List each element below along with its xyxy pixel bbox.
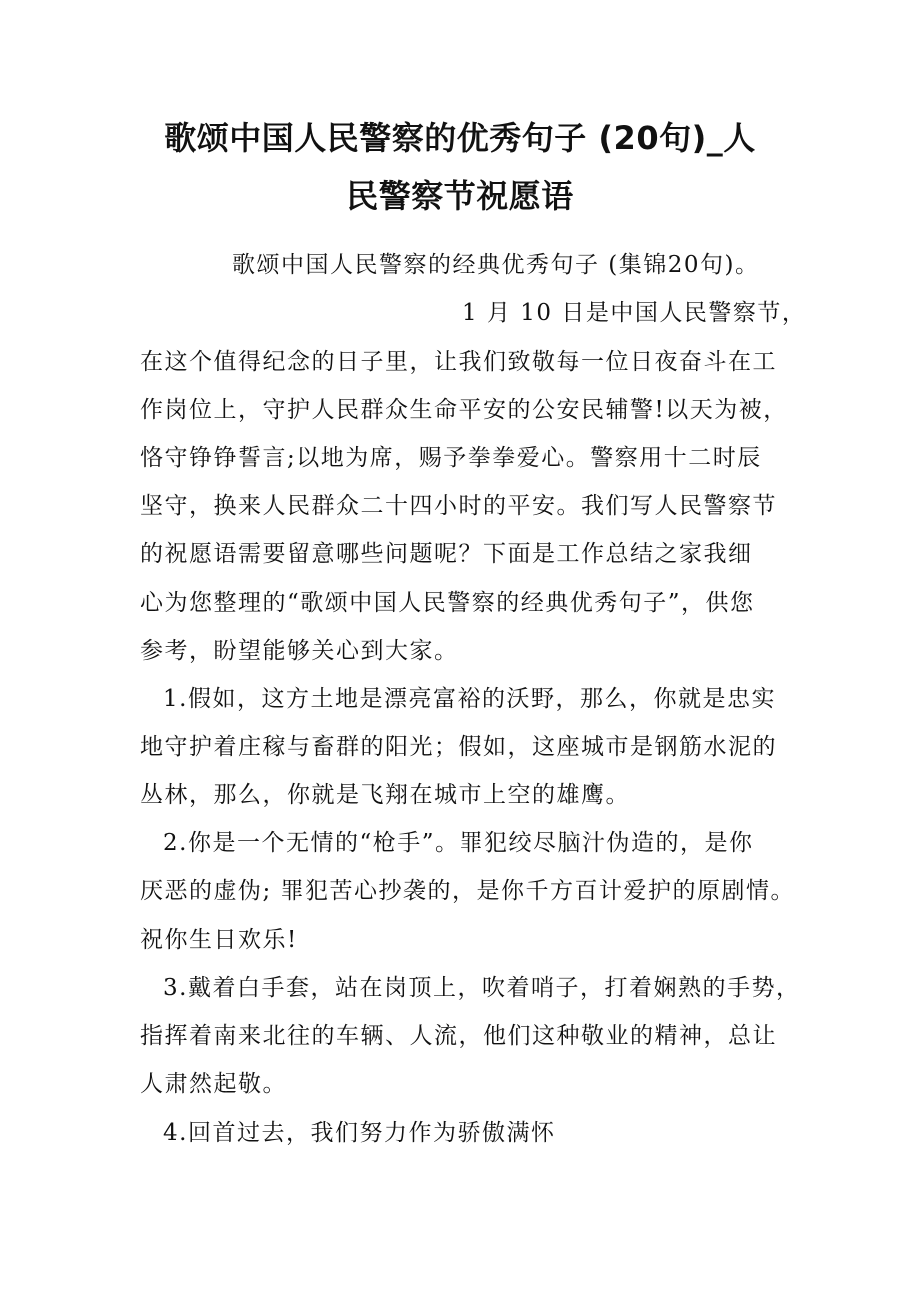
document-title-line-1: 歌颂中国人民警察的优秀句子 (20句)_人 — [164, 119, 756, 157]
intro-paragraph-line: 坚守，换来人民群众二十四小时的平安。我们写人民警察节 — [140, 493, 777, 519]
intro-paragraph-line: 参考，盼望能够关心到大家。 — [140, 638, 459, 664]
intro-paragraph-line: 的祝愿语需要留意哪些问题呢？下面是工作总结之家我细 — [140, 541, 753, 567]
list-item-4-line: 4.回首过去，我们努力作为骄傲满怀 — [163, 1120, 556, 1146]
list-item-1-line: 丛林，那么，你就是飞翔在城市上空的雄鹰。 — [140, 782, 630, 808]
intro-paragraph-line: 1 月 10 日是中国人民警察节， — [462, 300, 807, 326]
list-item-2-line: 祝你生日欢乐! — [140, 927, 298, 953]
list-item-2-line: 厌恶的虚伪; 罪犯苦心抄袭的，是你千方百计爱护的原剧情。 — [140, 878, 796, 904]
intro-paragraph-line: 心为您整理的“歌颂中国人民警察的经典优秀句子”，供您 — [140, 590, 755, 616]
subtitle-paragraph: 歌颂中国人民警察的经典优秀句子 (集锦20句)。 — [232, 252, 760, 278]
list-item-3-line: 指挥着南来北往的车辆、人流，他们这种敬业的精神，总让 — [140, 1023, 777, 1049]
document-title-line-2: 民警察节祝愿语 — [346, 177, 574, 215]
list-item-1-line: 地守护着庄稼与畜群的阳光；假如，这座城市是钢筋水泥的 — [140, 734, 777, 760]
list-item-3-line: 3.戴着白手套，站在岗顶上，吹着哨子，打着娴熟的手势， — [163, 975, 801, 1001]
list-item-3-line: 人肃然起敬。 — [140, 1071, 287, 1097]
intro-paragraph-line: 在这个值得纪念的日子里，让我们致敬每一位日夜奋斗在工 — [140, 349, 777, 375]
list-item-2-line: 2.你是一个无情的“枪手”。罪犯绞尽脑汁伪造的，是你 — [163, 830, 754, 856]
list-item-1-line: 1.假如，这方土地是漂亮富裕的沃野，那么，你就是忠实 — [163, 686, 776, 712]
intro-paragraph-line: 恪守铮铮誓言;以地为席，赐予拳拳爱心。警察用十二时辰 — [140, 445, 762, 471]
intro-paragraph-line: 作岗位上，守护人民群众生命平安的公安民辅警!以天为被， — [140, 397, 788, 423]
